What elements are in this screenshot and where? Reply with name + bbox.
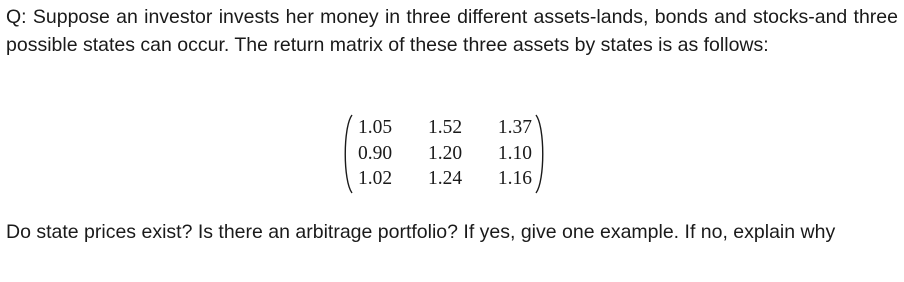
matrix-cell: 1.16 <box>497 168 532 189</box>
matrix-cell: 1.37 <box>497 117 532 138</box>
prompt-text: Do state prices exist? Is there an arbitrage portfolio? If yes, give one example. If no, explain why <box>6 221 836 243</box>
matrix-cell: 1.20 <box>427 142 463 164</box>
matrix-cell: 0.90 <box>358 142 393 164</box>
return-matrix <box>340 113 550 195</box>
left-parenthesis <box>340 113 354 195</box>
matrix-cell: 1.02 <box>358 168 393 189</box>
matrix-row <box>358 141 532 167</box>
matrix-row <box>358 115 532 141</box>
matrix-grid <box>358 115 534 192</box>
matrix-cell: 1.05 <box>358 117 393 138</box>
question-text: Q: Suppose an investor invests her money in three different assets-lands, bonds and stocks-and three possible states can occur. The return matrix of these three assets by states is as follows: <box>6 6 898 56</box>
matrix-cell: 1.52 <box>427 117 463 138</box>
matrix-cell: 1.10 <box>497 142 532 164</box>
matrix-cell: 1.24 <box>427 168 463 189</box>
matrix-row <box>358 166 532 192</box>
right-parenthesis <box>534 113 548 195</box>
